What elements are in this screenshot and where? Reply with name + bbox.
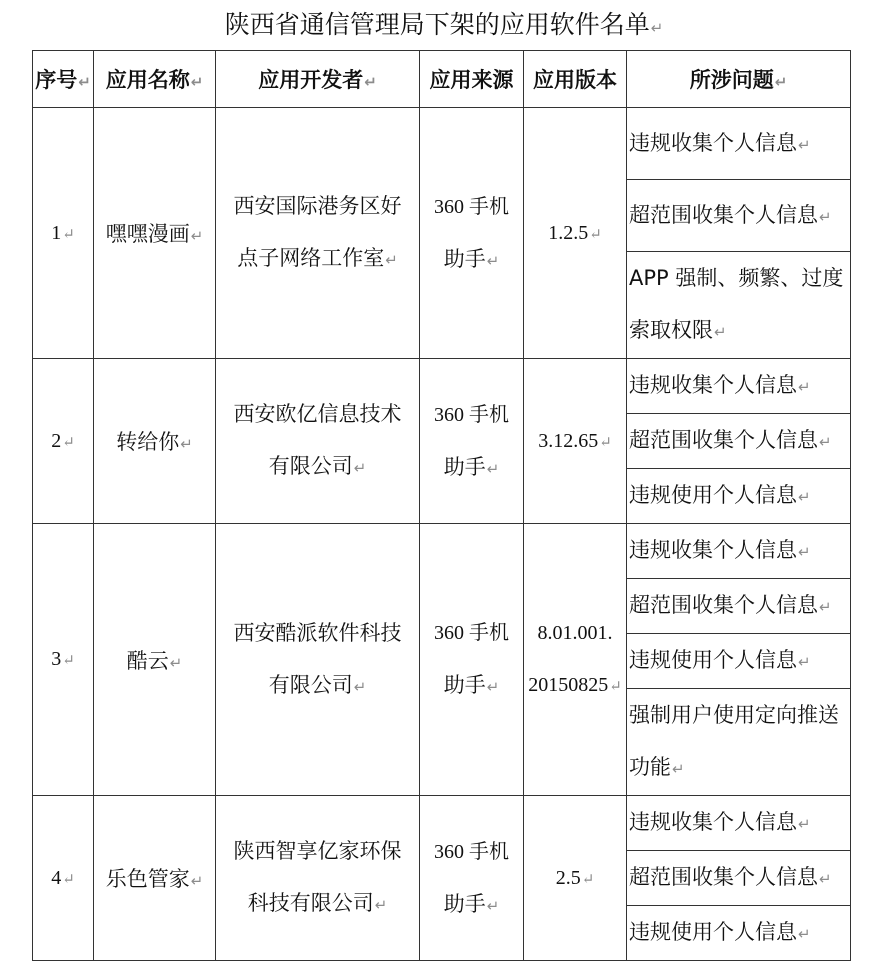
cell-issue: 违规使用个人信息↵: [627, 634, 851, 689]
cell-app-name: 嘿嘿漫画↵: [94, 108, 216, 359]
return-mark-icon: ↵: [364, 73, 377, 91]
return-mark-icon: ↵: [798, 653, 811, 671]
cell-source: 360 手机 助手↵: [420, 359, 524, 524]
cell-index: 2↵: [33, 359, 94, 524]
cell-index: 3↵: [33, 524, 94, 796]
cell-index: 1↵: [33, 108, 94, 359]
return-mark-icon: ↵: [798, 135, 811, 154]
cell-app-name: 酷云↵: [94, 524, 216, 796]
cell-issue: APP 强制、频繁、过度索取权限↵: [627, 252, 851, 359]
cell-issue: 超范围收集个人信息↵: [627, 851, 851, 906]
return-mark-icon: ↵: [714, 323, 727, 341]
header-source: 应用来源: [420, 51, 524, 108]
return-mark-icon: ↵: [62, 653, 75, 669]
cell-version: 8.01.001. 20150825↵: [524, 524, 627, 796]
return-mark-icon: ↵: [62, 434, 75, 451]
return-mark-icon: ↵: [62, 226, 75, 243]
return-mark-icon: ↵: [819, 598, 832, 616]
cell-issue: 强制用户使用定向推送功能↵: [627, 689, 851, 796]
return-mark-icon: ↵: [190, 227, 204, 245]
cell-issue: 违规收集个人信息↵: [627, 108, 851, 180]
table-row: [33, 796, 851, 851]
cell-issue: 违规收集个人信息↵: [627, 359, 851, 414]
cell-developer: 西安国际港务区好 点子网络工作室↵: [216, 108, 420, 359]
return-mark-icon: ↵: [819, 433, 832, 451]
cell-app-name: 乐色管家↵: [94, 796, 216, 961]
return-mark-icon: ↵: [78, 73, 91, 91]
header-version: 应用版本: [524, 51, 627, 108]
return-mark-icon: ↵: [589, 226, 602, 243]
return-mark-icon: ↵: [180, 435, 193, 453]
table-row: [33, 359, 851, 414]
return-mark-icon: ↵: [486, 896, 500, 915]
cell-issue: 超范围收集个人信息↵: [627, 180, 851, 252]
return-mark-icon: ↵: [798, 378, 811, 396]
app-list-table: [32, 50, 851, 961]
return-mark-icon: ↵: [581, 871, 595, 888]
return-mark-icon: ↵: [774, 73, 788, 91]
return-mark-icon: ↵: [599, 434, 612, 451]
cell-source: 360 手机 助手↵: [420, 108, 524, 359]
return-mark-icon: ↵: [798, 543, 811, 561]
header-developer: 应用开发者↵: [216, 51, 420, 108]
cell-index: 4↵: [33, 796, 94, 961]
return-mark-icon: ↵: [819, 207, 832, 226]
cell-developer: 西安欧亿信息技术 有限公司↵: [216, 359, 420, 524]
table-row: [33, 108, 851, 180]
table-header-row: [33, 51, 851, 108]
cell-issue: 违规使用个人信息↵: [627, 906, 851, 961]
return-mark-icon: ↵: [385, 251, 398, 269]
table-row: [33, 524, 851, 579]
cell-developer: 陕西智享亿家环保 科技有限公司↵: [216, 796, 420, 961]
return-mark-icon: ↵: [190, 872, 204, 890]
cell-app-name: 转给你↵: [94, 359, 216, 524]
cell-issue: 超范围收集个人信息↵: [627, 414, 851, 469]
cell-version: 3.12.65↵: [524, 359, 627, 524]
return-mark-icon: ↵: [353, 459, 367, 477]
cell-version: 2.5↵: [524, 796, 627, 961]
header-index: 序号↵: [33, 51, 94, 108]
return-mark-icon: ↵: [169, 653, 183, 672]
return-mark-icon: ↵: [650, 19, 664, 37]
cell-issue: 违规收集个人信息↵: [627, 524, 851, 579]
cell-issue: 超范围收集个人信息↵: [627, 579, 851, 634]
return-mark-icon: ↵: [486, 678, 500, 696]
return-mark-icon: ↵: [486, 459, 500, 478]
return-mark-icon: ↵: [374, 896, 388, 914]
return-mark-icon: ↵: [62, 871, 75, 888]
return-mark-icon: ↵: [819, 870, 832, 888]
cell-developer: 西安酷派软件科技 有限公司↵: [216, 524, 420, 796]
document-title: [0, 6, 888, 47]
cell-source: 360 手机 助手↵: [420, 524, 524, 796]
title-text: 陕西省通信管理局下架的应用软件名单: [224, 10, 650, 39]
return-mark-icon: ↵: [486, 251, 500, 270]
cell-source: 360 手机 助手↵: [420, 796, 524, 961]
return-mark-icon: ↵: [609, 678, 622, 695]
header-app-name: 应用名称↵: [94, 51, 216, 108]
return-mark-icon: ↵: [798, 925, 811, 943]
header-issues: 所涉问题↵: [627, 51, 851, 108]
return-mark-icon: ↵: [672, 760, 685, 778]
return-mark-icon: ↵: [190, 73, 204, 91]
return-mark-icon: ↵: [798, 488, 811, 506]
return-mark-icon: ↵: [798, 815, 811, 833]
return-mark-icon: ↵: [353, 677, 367, 696]
cell-issue: 违规使用个人信息↵: [627, 469, 851, 524]
cell-version: 1.2.5↵: [524, 108, 627, 359]
cell-issue: 违规收集个人信息↵: [627, 796, 851, 851]
